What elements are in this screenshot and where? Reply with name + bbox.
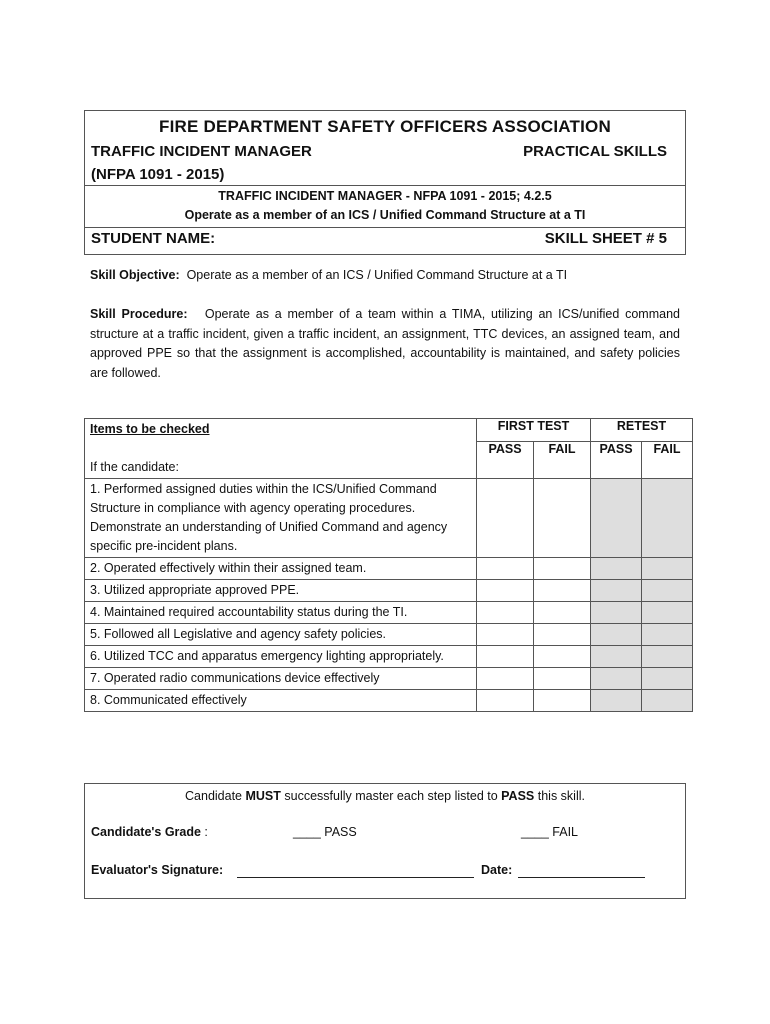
skill-checklist-table [84, 418, 693, 712]
retest-fail-cell[interactable] [642, 602, 693, 624]
pass-emphasis: PASS [501, 789, 535, 803]
first-test-pass-cell[interactable] [477, 479, 534, 558]
signature-line[interactable] [237, 877, 474, 878]
items-to-be-checked-label: Items to be checked [90, 422, 210, 436]
retest-fail-header: FAIL [642, 442, 693, 479]
first-test-pass-cell[interactable] [477, 668, 534, 690]
mastery-text-middle: successfully master each step listed to [280, 789, 502, 803]
retest-pass-cell[interactable] [591, 624, 642, 646]
checklist-item: 2. Operated effectively within their assigned team. [85, 558, 477, 580]
mastery-requirement [85, 789, 685, 803]
checklist-item: 4. Maintained required accountability status during the TI. [85, 602, 477, 624]
checklist-item: 1. Performed assigned duties within the ICS/Unified Command Structure in compliance with agency operating procedures. Demonstrate an understanding of Unified Command and agency specific pre-incident plans. [85, 479, 477, 558]
first-test-fail-cell[interactable] [534, 624, 591, 646]
first-test-pass-cell[interactable] [477, 580, 534, 602]
checklist-row [85, 624, 693, 646]
checklist-item: 7. Operated radio communications device effectively [85, 668, 477, 690]
first-test-fail-cell[interactable] [534, 668, 591, 690]
first-test-fail-cell[interactable] [534, 580, 591, 602]
checklist-row [85, 668, 693, 690]
candidate-grade-text: Candidate's Grade [91, 825, 201, 839]
candidate-grade-label [91, 825, 208, 839]
if-candidate-label: If the candidate: [90, 460, 179, 474]
first-test-fail-cell[interactable] [534, 558, 591, 580]
standard-reference: (NFPA 1091 - 2015) [91, 166, 225, 183]
checklist-row [85, 690, 693, 712]
checklist-row [85, 479, 693, 558]
checklist-item: 5. Followed all Legislative and agency safety policies. [85, 624, 477, 646]
date-label: Date: [481, 863, 513, 877]
first-test-pass-cell[interactable] [477, 624, 534, 646]
association-title: FIRE DEPARTMENT SAFETY OFFICERS ASSOCIATION [159, 117, 611, 136]
first-test-pass-header: PASS [477, 442, 534, 479]
checklist-row [85, 558, 693, 580]
skill-sheet-number: SKILL SHEET # 5 [544, 230, 667, 247]
first-test-fail-cell[interactable] [534, 690, 591, 712]
first-test-pass-cell[interactable] [477, 558, 534, 580]
first-test-pass-cell[interactable] [477, 602, 534, 624]
first-test-fail-header: FAIL [534, 442, 591, 479]
grade-pass-option[interactable]: ____ PASS [293, 825, 357, 839]
checklist-row [85, 602, 693, 624]
retest-pass-cell[interactable] [591, 646, 642, 668]
retest-fail-cell[interactable] [642, 646, 693, 668]
first-test-pass-cell[interactable] [477, 646, 534, 668]
retest-pass-header: PASS [591, 442, 642, 479]
mastery-text-suffix: this skill. [534, 789, 585, 803]
checklist-item: 8. Communicated effectively [85, 690, 477, 712]
checklist-header-row [85, 419, 693, 442]
evaluator-signature-label: Evaluator's Signature: [91, 863, 224, 877]
first-test-header: FIRST TEST [477, 419, 591, 442]
mastery-text-prefix: Candidate [185, 789, 246, 803]
header-divider [85, 185, 685, 186]
first-test-fail-cell[interactable] [534, 646, 591, 668]
skill-procedure-label: Skill Procedure: [90, 307, 188, 321]
student-name-label: STUDENT NAME: [91, 230, 216, 247]
role-title: TRAFFIC INCIDENT MANAGER [91, 143, 312, 160]
checklist-row [85, 580, 693, 602]
date-line[interactable] [518, 877, 645, 878]
retest-fail-cell[interactable] [642, 690, 693, 712]
retest-fail-cell[interactable] [642, 558, 693, 580]
retest-header: RETEST [591, 419, 693, 442]
grading-box [84, 783, 686, 899]
first-test-pass-cell[interactable] [477, 690, 534, 712]
checklist-item: 3. Utilized appropriate approved PPE. [85, 580, 477, 602]
header-divider [85, 227, 685, 228]
skill-title: Operate as a member of an ICS / Unified Command Structure at a TI [184, 208, 586, 222]
items-header-cell [85, 419, 477, 479]
retest-fail-cell[interactable] [642, 668, 693, 690]
must-emphasis: MUST [245, 789, 281, 803]
skill-objective-text: Operate as a member of an ICS / Unified Command Structure at a TI [186, 268, 568, 282]
form-header [84, 110, 686, 255]
retest-pass-cell[interactable] [591, 580, 642, 602]
checklist-row [85, 646, 693, 668]
retest-pass-cell[interactable] [591, 602, 642, 624]
retest-pass-cell[interactable] [591, 479, 642, 558]
grade-colon: : [200, 825, 208, 839]
skill-objective [90, 268, 680, 282]
skill-procedure-text: Operate as a member of a team within a TIMA, utilizing an ICS/unified command structure at a traffic incident, given a traffic incident, an assignment, TTC devices, an assigned team, and approved PPE so that the assignment is accomplished, accountability is maintained, and safety policies are followed. [90, 307, 680, 380]
first-test-fail-cell[interactable] [534, 479, 591, 558]
skill-objective-label: Skill Objective: [90, 268, 180, 282]
retest-fail-cell[interactable] [642, 479, 693, 558]
practical-skills-label: PRACTICAL SKILLS [523, 143, 667, 160]
skill-reference: TRAFFIC INCIDENT MANAGER - NFPA 1091 - 2015; 4.2.5 [218, 189, 552, 203]
retest-fail-cell[interactable] [642, 624, 693, 646]
retest-pass-cell[interactable] [591, 668, 642, 690]
skill-procedure [90, 305, 680, 383]
retest-pass-cell[interactable] [591, 690, 642, 712]
checklist-item: 6. Utilized TCC and apparatus emergency lighting appropriately. [85, 646, 477, 668]
retest-fail-cell[interactable] [642, 580, 693, 602]
grade-fail-option[interactable]: ____ FAIL [521, 825, 578, 839]
first-test-fail-cell[interactable] [534, 602, 591, 624]
retest-pass-cell[interactable] [591, 558, 642, 580]
